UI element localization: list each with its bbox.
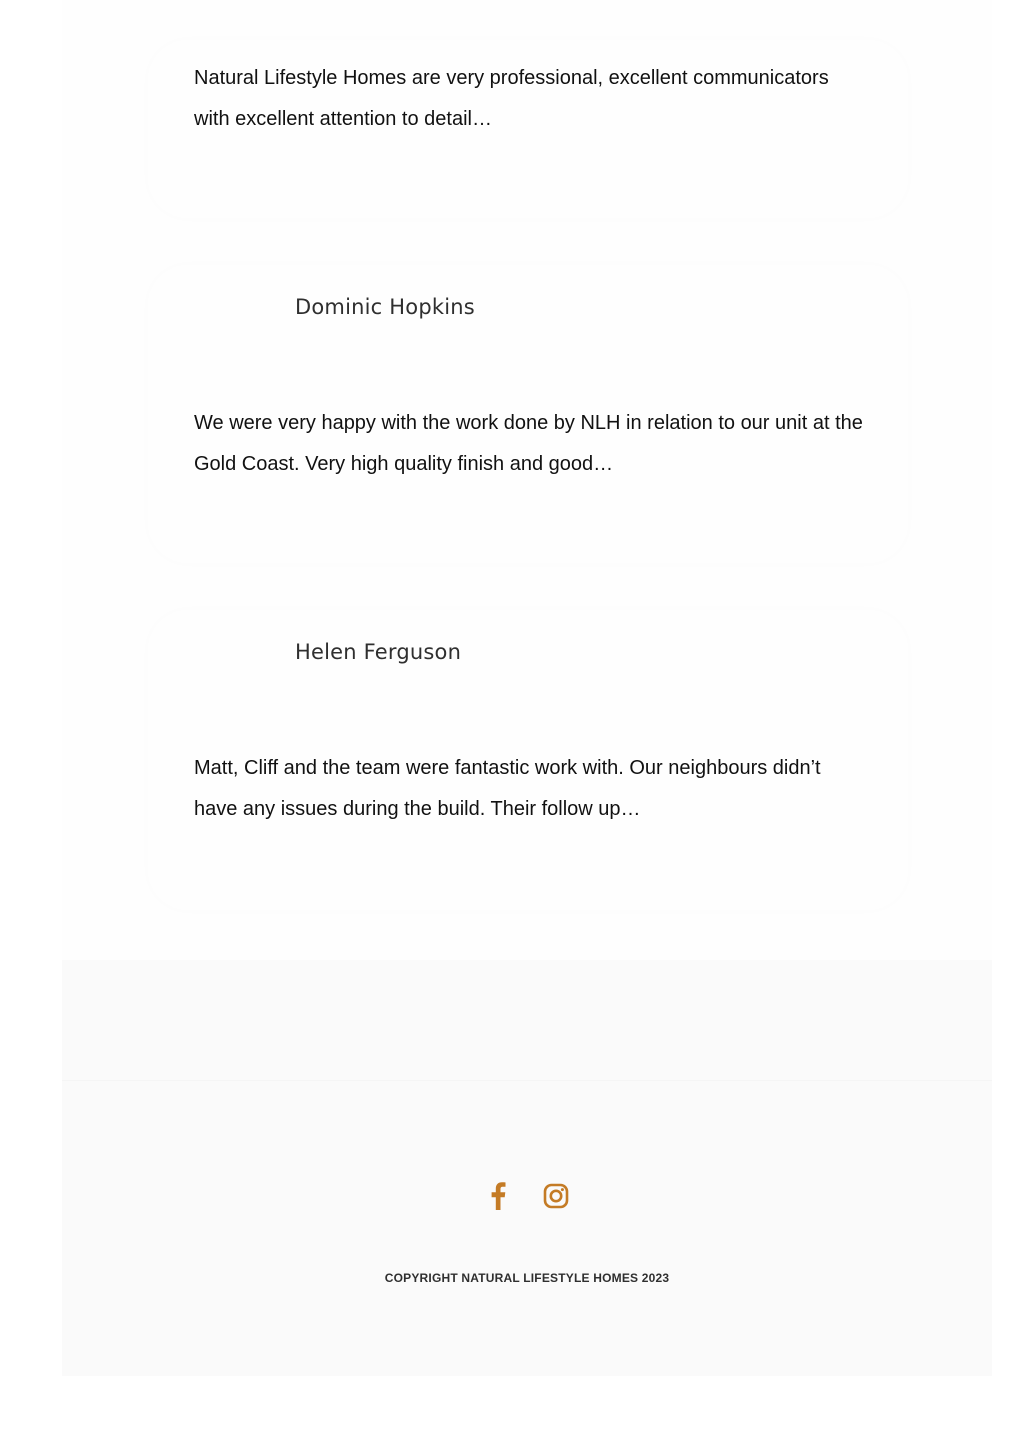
social-links — [62, 1182, 992, 1216]
facebook-icon — [490, 1182, 506, 1215]
testimonial-quote: We were very happy with the work done by NLH in relation to our unit at the Gold Coast. Very high quality finish and good… — [194, 412, 863, 475]
testimonial-author: Helen Ferguson — [295, 640, 462, 664]
site-footer — [62, 960, 992, 1376]
copyright-text: COPYRIGHT NATURAL LIFESTYLE HOMES 2023 — [384, 1271, 670, 1285]
testimonial-author: Dominic Hopkins — [295, 295, 475, 319]
testimonial-quote: Matt, Cliff and the team were fantastic work with. Our neighbours didn’t have any issues during the build. Their follow up… — [194, 757, 821, 820]
instagram-link[interactable] — [540, 1182, 572, 1214]
facebook-link[interactable] — [482, 1182, 514, 1214]
testimonial-quote: Natural Lifestyle Homes are very professional, excellent communicators with excellent attention to detail… — [194, 67, 829, 130]
footer-divider — [62, 1080, 992, 1081]
instagram-icon — [543, 1183, 569, 1214]
